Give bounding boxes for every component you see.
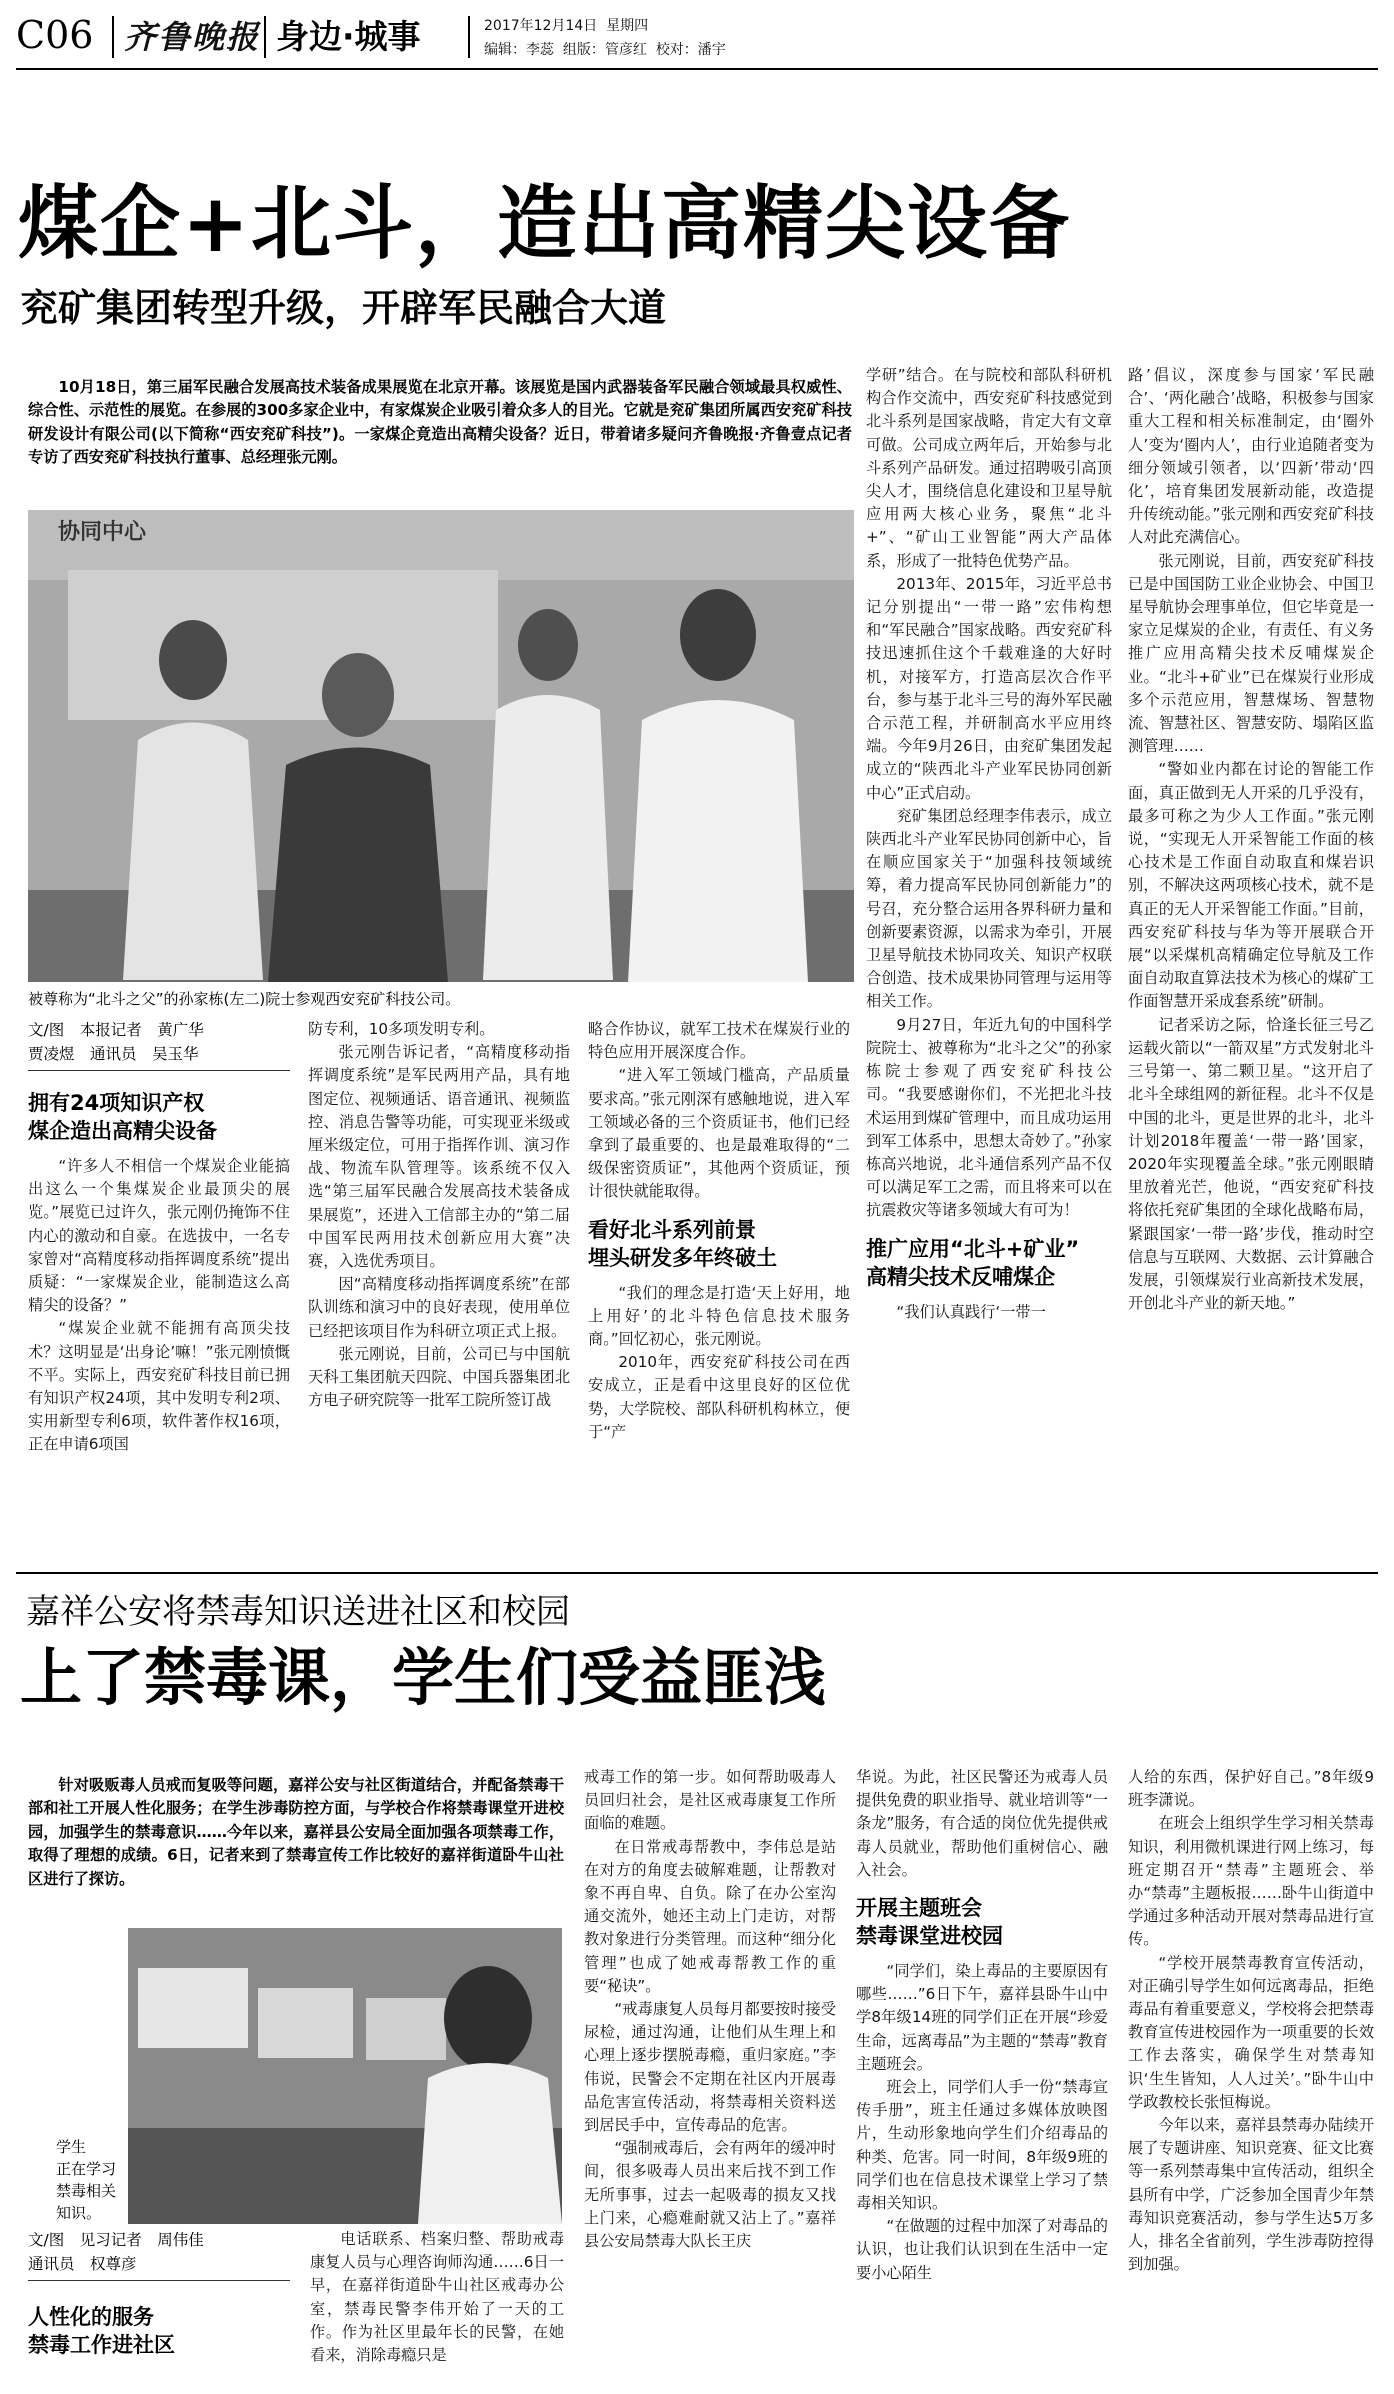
story1-photo-caption: 被尊称为“北斗之父”的孙家栋(左二)院士参观西安兖矿科技公司。 (28, 990, 461, 1008)
photo-sign: 协同中心 (58, 520, 147, 545)
person-left-head (159, 620, 227, 700)
paragraph: 路’倡议，深度参与国家‘军民融合’、‘两化融合’战略，积极参与国家重大工程和相关标准制定，由‘圈外人’变为‘圈内人’，由行业追随者变为细分领域引领者，以‘四新’带动‘四化’，培育集团发展新动能，改造提升传统动能。”张元刚和西安兖矿科技人对此充满信心。 (1128, 366, 1374, 547)
paragraph: 戒毒工作的第一步。如何帮助吸毒人员回归社会，是社区戒毒康复工作所面临的难题。 (584, 1768, 836, 1833)
paragraph: “煤炭企业就不能拥有高顶尖技术？这明显是‘出身论’嘛！”张元刚愤慨不平。实际上，西安兖矿科技目前已拥有知识产权24项，其中发明专利2项、实用新型专利6项，软件著作权16项，正在申请6项国 (28, 1319, 290, 1454)
monitor (258, 1988, 353, 2058)
paragraph: 略合作协议，就军工技术在煤炭行业的特色应用开展深度合作。 (588, 1020, 850, 1062)
story2-column-2 (310, 2228, 564, 2388)
masthead-divider (112, 16, 114, 58)
photo-scene (128, 1928, 562, 2224)
story2-column-4 (856, 1766, 1108, 2388)
person-third-head (518, 609, 578, 681)
story1-photo (28, 510, 854, 982)
masthead-rule (16, 68, 1378, 70)
paragraph: 张元刚说，目前，公司已与中国航天科工集团航天四院、中国兵器集团北方电子研究院等一批军工院所签订战 (308, 1344, 570, 1410)
story1-subhead-1: 拥有24项知识产权 煤企造出高精尖设备 (28, 1091, 217, 1143)
story1-subhead-2: 看好北斗系列前景 埋头研发多年终破土 (588, 1217, 777, 1270)
paragraph: 班会上，同学们人手一份“禁毒宣传手册”，班主任通过多媒体放映图片，生动形象地向学生们介绍毒品的种类、危害。同一时间，8年级9班的同学们也在信息技术课堂上学习了禁毒相关知识。 (856, 2078, 1108, 2213)
person-elder-head (322, 653, 394, 737)
story2-headline: 上了禁毒课，学生们受益匪浅 (20, 1641, 827, 1714)
paragraph: “我们的理念是打造‘天上好用，地上用好’的北斗特色信息技术服务商。”回忆初心，张元刚说。 (588, 1283, 850, 1349)
story1-lead: 10月18日，第三届军民融合发展高技术装备成果展览在北京开幕。该展览是国内武器装备军民融合领域最具权威性、综合性、示范性的展览。在参展的300多家企业中，有家煤炭企业吸引着众多人的目光。它就是兖矿集团所属西安兖矿科技研发设计有限公司(以下简称“西安兖矿科技”)。一家煤企竟造出高精尖设备？近日，带着诸多疑问齐鲁晚报·齐鲁壹点记者专访了西安兖矿科技执行董事、总经理张元刚。 (28, 378, 852, 467)
story1-column-3 (588, 1018, 850, 1558)
story1-column-1 (28, 1018, 290, 1558)
paragraph: “许多人不相信一个煤炭企业能搞出这么一个集煤炭企业最顶尖的展览。”展览已过许久，张元刚仍掩饰不住内心的激动和自豪。在选拔中，一名专家曾对“高精度移动指挥调度系统”提出质疑：“一家煤炭企业，能制造这么高精尖的设备？” (28, 1157, 290, 1315)
person-right-body (628, 700, 808, 982)
story2-column-5 (1128, 1766, 1374, 2388)
byline-line: 文/图 见习记者 周伟佳 (28, 2231, 204, 2249)
person-elder-body (268, 748, 448, 983)
issue-weekday: 星期四 (606, 18, 649, 34)
section-name: 身边·城事 (276, 17, 421, 56)
paragraph: 张元刚告诉记者，“高精度移动指挥调度系统”是军民两用产品，具有地图定位、视频通话、语音通讯、视频监控、消息告警等功能，可实现亚米级或厘米级定位，可用于指挥作训、演习作战、物流车队管理等。该系统不仅入选“第三届军民融合发展高技术装备成果展览”，还进入工信部主办的“第二届中国军民两用技术创新应用大赛”决赛，入选优秀项目。 (308, 1043, 570, 1271)
page-code: C06 (16, 13, 94, 57)
byline-line: 文/图 本报记者 黄广华 (28, 1021, 204, 1039)
paragraph: 防专利，10多项发明专利。 (308, 1020, 495, 1038)
person-right-head (680, 589, 756, 681)
byline-line: 贾凌煜 通讯员 吴玉华 (28, 1045, 199, 1063)
paragraph: 因“高精度移动指挥调度系统”在部队训练和演习中的良好表现，使用单位已经把该项目作为科研立项正式上报。 (308, 1275, 570, 1340)
student-body (418, 2063, 562, 2224)
paragraph: 电话联系、档案归整、帮助戒毒康复人员与心理咨询师沟通……6日一早，在嘉祥街道卧牛山社区戒毒办公室，禁毒民警李伟开始了一天的工作。作为社区里最年长的民警，在她看来，消除毒瘾只是 (310, 2230, 564, 2365)
layout-credit: 组版：管彦红 (562, 42, 647, 58)
masthead-divider (468, 16, 470, 58)
paragraph: “学校开展禁毒教育宣传活动，对正确引导学生如何远离毒品，拒绝毒品有着重要意义，学校将会把禁毒教育宣传进校园作为一项重要的长效工作去落实，确保学生对禁毒知识‘生生皆知，人人过关’。”卧牛山中学政教校长张恒梅说。 (1128, 1953, 1374, 2111)
story-divider (16, 1572, 1378, 1574)
paragraph: 人给的东西，保护好自己。”8年级9班李潇说。 (1128, 1768, 1374, 1810)
story2-photo (128, 1928, 562, 2224)
story1-subheadline: 兖矿集团转型升级，开辟军民融合大道 (20, 286, 667, 330)
story1-column-4 (866, 364, 1112, 1558)
paragraph: “进入军工领域门槛高，产品质量要求高。”张元刚深有感触地说，进入军工领域必备的三个资质证书，他们已经拿到了最重要的、也是最难取得的“二级保密资质证”，其他两个资质证，预计很快就能取得。 (588, 1066, 850, 1201)
monitor (366, 1998, 446, 2060)
paragraph: “同学们，染上毒品的主要原因有哪些……”6日下午，嘉祥县卧牛山中学8年级14班的同学们正在开展“珍爱生命，远离毒品”为主题的“禁毒”教育主题班会。 (856, 1962, 1108, 2073)
paragraph: “在做题的过程中加深了对毒品的认识，也让我们认识到在生活中一定要小心陌生 (856, 2217, 1108, 2282)
story1-headline: 煤企+北斗，造出高精尖设备 (18, 177, 1072, 270)
proofreader-credit: 校对：潘宇 (655, 42, 726, 58)
person-left-body (123, 723, 263, 981)
paragraph: “警如业内都在讨论的智能工作面，真正做到无人开采的几乎没有，最多可称之为少人工作面。”张元刚说，“实现无人开采智能工作面的核心技术是工作面自动取直和煤岩识别，不解决这两项核心技术，就不是真正的无人开采智能工作面。”目前，西安兖矿科技与华为等开展联合开展“以采煤机高精确定位导航及工作面自动取直算法技术为核心的煤矿工作面智慧开采成套系统”研制。 (1128, 760, 1374, 1011)
photo-display-board (68, 570, 498, 720)
story2-column-1 (28, 2228, 290, 2388)
person-third-body (483, 695, 613, 980)
masthead (0, 0, 1394, 74)
story1-subhead-3: 推广应用“北斗+矿业” 高精尖技术反哺煤企 (866, 1236, 1080, 1289)
story1-column-5 (1128, 364, 1374, 1558)
paragraph: 在日常戒毒帮教中，李伟总是站在对方的角度去破解难题，让帮教对象不再自卑、自负。除了在办公室沟通交流外，她还主动上门走访，对帮教对象进行分类管理。而这种“细分化管理”也成了她戒毒帮教工作的重要“秘诀”。 (584, 1837, 836, 1995)
editor-credit: 编辑：李蕊 (484, 42, 554, 58)
story2-byline (28, 2228, 290, 2281)
masthead-date-line (484, 16, 648, 36)
paragraph: 学研”结合。在与院校和部队科研机构合作交流中，西安兖矿科技感觉到北斗系列是国家战略，肯定大有文章可做。公司成立两年后，开始参与北斗系列产品研发。通过招聘吸引高顶尖人才，围绕信息化建设和卫星导航应用两大核心业务，聚焦“北斗+”、“矿山工业智能”两大产品体系，形成了一批特色优势产品。 (866, 366, 1112, 570)
masthead-credits (484, 40, 726, 60)
paragraph: 2013年、2015年，习近平总书记分别提出“一带一路”宏伟构想和“军民融合”国家战略。西安兖矿科技迅速抓住这个千载难逢的大好时机，对接军方，打造高层次合作平台，参与基于北斗三号的海外军民融合示范工程，并研制高水平应用终端。今年9月26日，由兖矿集团发起成立的“陕西北斗产业军民协同创新中心”正式启动。 (866, 574, 1112, 802)
story1-column-2 (308, 1018, 570, 1558)
paragraph: 张元刚说，目前，西安兖矿科技已是中国国防工业企业协会、中国卫星导航协会理事单位，但它毕竟是一家立足煤炭的企业，有责任、有义务推广应用高精尖技术反哺煤炭企业。“北斗+矿业”已在煤炭行业形成多个示范应用，智慧煤场、智慧物流、智慧社区、智慧安防、塌陷区监测管理…… (1128, 551, 1374, 756)
photo-scene (28, 510, 854, 982)
paragraph: “我们认真践行‘一带一 (896, 1302, 1046, 1321)
paragraph: 9月27日，年近九旬的中国科学院院士、被尊称为“北斗之父”的孙家栋院士参观了西安兖矿科技公司。“我要感谢你们，不光把北斗技术运用到煤矿管理中，而且成功运用到军工体系中，思想太奇妙了。”孙家栋高兴地说，北斗通信系列产品不仅可以满足军工之需，而且将来可以在抗震救灾等诸多领域大有可为！ (866, 1015, 1112, 1220)
paragraph: “强制戒毒后，会有两年的缓冲时间，很多吸毒人员出来后找不到工作无所事事，过去一起吸毒的损友又找上门来，心瘾难耐就又沾上了。”嘉祥县公安局禁毒大队长王庆 (584, 2139, 836, 2251)
story2-subhead-1: 人性化的服务 禁毒工作进社区 (28, 2305, 175, 2357)
story2-photo-caption: 学生 正在学习 禁毒相关 知识。 (56, 2138, 117, 2222)
paragraph: 今年以来，嘉祥县禁毒办陆续开展了专题讲座、知识竞赛、征文比赛等一系列禁毒集中宣传活动，组织全县所有中学，广泛参加全国青少年禁毒知识竞赛活动，参与学生达5万多人，排名全省前列，学生涉毒防控得到加强。 (1128, 2116, 1374, 2274)
masthead-divider (264, 16, 266, 58)
issue-date: 2017年12月14日 (484, 18, 598, 34)
paragraph: 2010年，西安兖矿科技公司在西安成立，正是看中这里良好的区位优势，大学院校、部队科研机构林立，便于“产 (588, 1353, 850, 1441)
paragraph: 记者采访之际，恰逢长征三号乙运载火箭以“一箭双星”方式发射北斗三号第一、第二颗卫星。“这开启了北斗全球组网的新征程。北斗不仅是中国的北斗，更是世界的北斗，北斗计划2018年覆盖‘一带一路’国家，2020年实现覆盖全球。”张元刚眼睛里放着光芒，他说，“西安兖矿科技将依托兖矿集团的全球化战略布局，紧跟国家‘一带一路’步伐，推动时空信息与互联网、大数据、云计算融合发展，引领煤炭行业高新技术发展，开创北斗产业的新天地。” (1128, 1015, 1374, 1313)
monitor (138, 1968, 248, 2048)
paragraph: 在班会上组织学生学习相关禁毒知识，利用微机课进行网上练习，每班定期召开“禁毒”主题班会、举办“禁毒”主题板报……卧牛山街道中学通过多种活动开展对禁毒品进行宣传。 (1128, 1814, 1374, 1949)
photo-ceiling (28, 510, 854, 580)
story1-byline (28, 1018, 290, 1071)
paragraph: 华说。为此，社区民警还为戒毒人员提供免费的职业指导、就业培训等“一条龙”服务，有合适的岗位优先提供戒毒人员就业，帮助他们重树信心、融入社会。 (856, 1768, 1108, 1879)
paper-name-logo: 齐鲁晚报 (124, 18, 261, 56)
student-head (444, 1966, 532, 2070)
story2-column-3 (584, 1766, 836, 2388)
story2-kicker: 嘉祥公安将禁毒知识送进社区和校园 (26, 1592, 570, 1632)
paragraph: “戒毒康复人员每月都要按时接受尿检，通过沟通，让他们从生理上和心理上逐步摆脱毒瘾，重归家庭。”李伟说，民警会不定期在社区内开展毒品危害宣传活动，将禁毒相关资料送到居民手中，宣传毒品的危害。 (584, 2000, 836, 2135)
story2-subhead-2: 开展主题班会 禁毒课堂进校园 (856, 1896, 1003, 1949)
story2-lead: 针对吸贩毒人员戒而复吸等问题，嘉祥公安与社区街道结合，并配备禁毒干部和社工开展人性化服务；在学生涉毒防控方面，与学校合作将禁毒课堂开进校园，加强学生的禁毒意识……今年以来，嘉祥县公安局全面加强各项禁毒工作，取得了理想的成绩。6日，记者来到了禁毒宣传工作比较好的嘉祥街道卧牛山社区进行了探访。 (28, 1776, 564, 1888)
byline-line: 通讯员 权尊彦 (28, 2255, 137, 2273)
paragraph: 兖矿集团总经理李伟表示，成立陕西北斗产业军民协同创新中心，旨在顺应国家关于“加强科技领域统筹，着力提高军民协同创新能力”的号召，充分整合运用各界科研力量和创新要素资源，以需求为牵引，开展卫星导航技术协同攻关、知识产权联合创造、技术成果协同管理与运用等相关工作。 (866, 806, 1112, 1011)
